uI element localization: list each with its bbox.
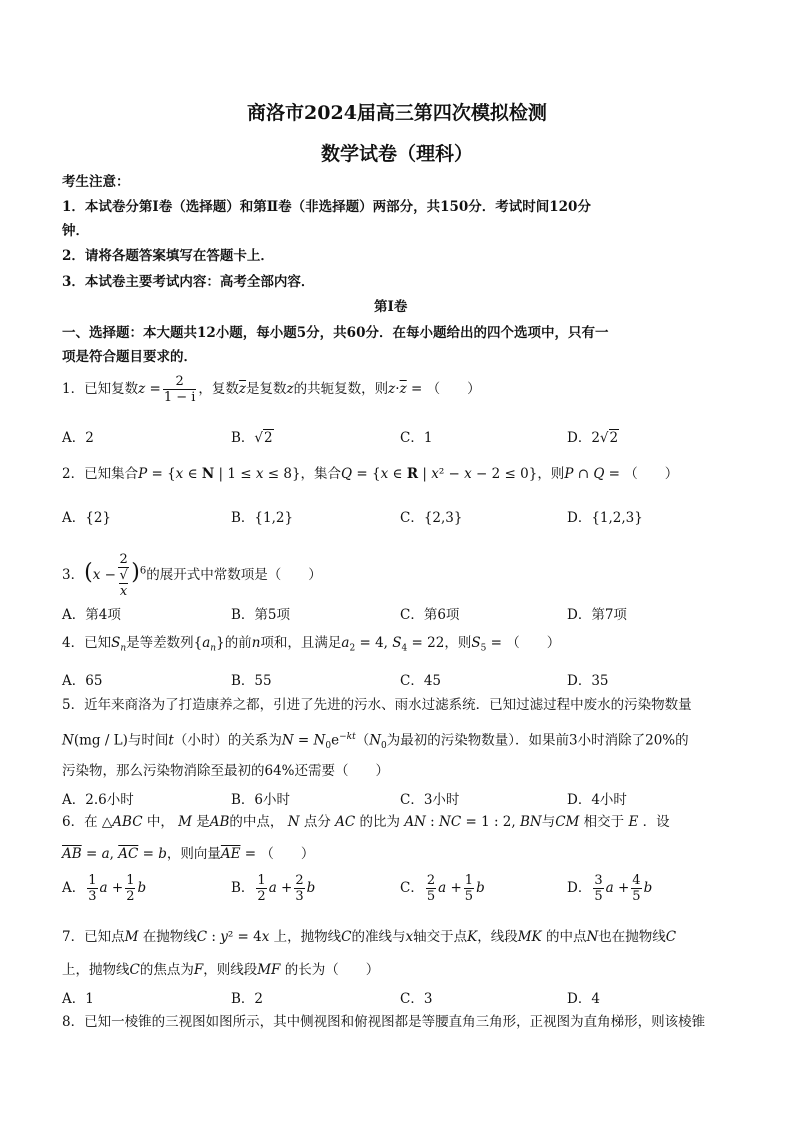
q2-option-b: B．{1,2}: [231, 510, 294, 526]
q7-option-c: C．3: [400, 991, 433, 1007]
section-label: 第Ⅰ卷: [374, 299, 408, 315]
question-5-line-2: N(mg / L)与时间t（小时）的关系为$N = N_0e^{-kt}(N_0$为最初的污染物数量）．如果前3小时消除了20%的: [62, 732, 689, 752]
question-5-line-1: 5．近年来商洛为了打造康养之都，引进了先进的污水、雨水过滤系统．已知过滤过程中废水的污染物数量: [62, 697, 692, 713]
question-8-line-1: 8．已知一棱锥的三视图如图所示，其中侧视图和俯视图都是等腰直角三角形，正视图为直角梯形，则该棱锥: [62, 1014, 706, 1030]
notice-item-1-cont: 钟．: [62, 223, 89, 239]
q3-option-b: B．第5项: [231, 607, 291, 623]
notice-item-3: 3．本试卷主要考试内容：高考全部内容．: [62, 274, 315, 290]
q5-option-d: D．4小时: [567, 792, 627, 808]
section-intro-1: 一、选择题：本大题共12小题，每小题5分，共60分．在每小题给出的四个选项中，只有一: [62, 325, 609, 341]
q7-option-a: A．1: [62, 991, 94, 1007]
q5-option-b: B．6小时: [231, 792, 291, 808]
q3-option-c: C．第6项: [400, 607, 460, 623]
q5-option-a: A．2.6小时: [62, 792, 134, 808]
q6-option-b: B． $\frac{1}{2}$ a + $\frac{2}{3}$ b: [231, 873, 316, 904]
q6-option-d: D． $\frac{3}{5}$ a + $\frac{4}{5}$ b: [567, 873, 653, 904]
q2-option-c: C．{2,3}: [400, 510, 463, 526]
question-6-line-2: $\overline{AB} = a$, $\overline{AC} = b$，则向量$\overline{AE}$ = （ ）: [62, 846, 315, 862]
q7-option-b: B．2: [231, 991, 264, 1007]
q5-option-c: C．3小时: [400, 792, 460, 808]
q2-option-a: A．{2}: [62, 510, 112, 526]
exam-title: 商洛市2024届高三第四次模拟检测: [247, 102, 547, 124]
question-7-line-1: 7．已知点M 在抛物线C : y² = 4x 上，抛物线C的准线与x轴交于点K，线段MK 的中点N也在抛物线C: [62, 929, 677, 945]
q4-option-b: B．55: [231, 673, 272, 689]
q2-option-d: D．{1,2,3}: [567, 510, 643, 526]
question-6-line-1: 6．在 △ABC 中， M 是AB的中点， N 点分 AC 的比为 AN : NC = 1 : 2, BN与CM 相交于 E ．设: [62, 814, 670, 830]
question-3: 3．(x − 2 √ x )$^6$的展开式中常数项是（ ）: [62, 552, 322, 599]
q1-option-d: D．2√2: [567, 430, 619, 446]
q7-option-d: D．4: [567, 991, 600, 1007]
question-5-line-3: 污染物，那么污染物消除至最初的64%还需要（ ）: [62, 763, 390, 779]
q4-option-c: C．45: [400, 673, 442, 689]
section-intro-2: 项是符合题目要求的．: [62, 349, 197, 365]
question-1: 1．已知复数z = $\frac{2}{1 - i}$ ，复数$\overline{z}$是复数z的共轭复数，则$z\cdot\overline{z}$ = （ ）: [62, 374, 481, 405]
notice-item-2: 2．请将各题答案填写在答题卡上．: [62, 248, 274, 264]
q1-option-c: C．1: [400, 430, 433, 446]
question-7-line-2: 上，抛物线C的焦点为F，则线段MF 的长为（ ）: [62, 962, 380, 978]
notice-heading: 考生注意：: [62, 174, 130, 190]
exam-subtitle: 数学试卷（理科）: [320, 143, 473, 165]
q1-option-a: A．2: [62, 430, 94, 446]
question-2: 2．已知集合P = {x ∈ N | 1 ≤ x ≤ 8}，集合Q = {x ∈ R | x² − x − 2 ≤ 0}，则P ∩ Q = （ ）: [62, 466, 679, 482]
q1-option-b: B．√2: [231, 430, 273, 446]
q6-option-a: A． $\frac{1}{3}$ a + $\frac{1}{2}$ b: [62, 873, 147, 904]
q4-option-a: A．65: [62, 673, 103, 689]
question-4: 4．已知$S_n$是等差数列$\{a_n\}$的前n项和，且满足$a_2 = 4$, $S_4 = 22$，则$S_5$ = （ ）: [62, 635, 561, 654]
q6-option-c: C． $\frac{2}{5}$ a + $\frac{1}{5}$ b: [400, 873, 485, 904]
q3-option-a: A．第4项: [62, 607, 121, 623]
q4-option-d: D．35: [567, 673, 609, 689]
notice-item-1: 1．本试卷分第Ⅰ卷（选择题）和第Ⅱ卷（非选择题）两部分，共150分．考试时间120分: [62, 199, 591, 215]
q3-option-d: D．第7项: [567, 607, 627, 623]
